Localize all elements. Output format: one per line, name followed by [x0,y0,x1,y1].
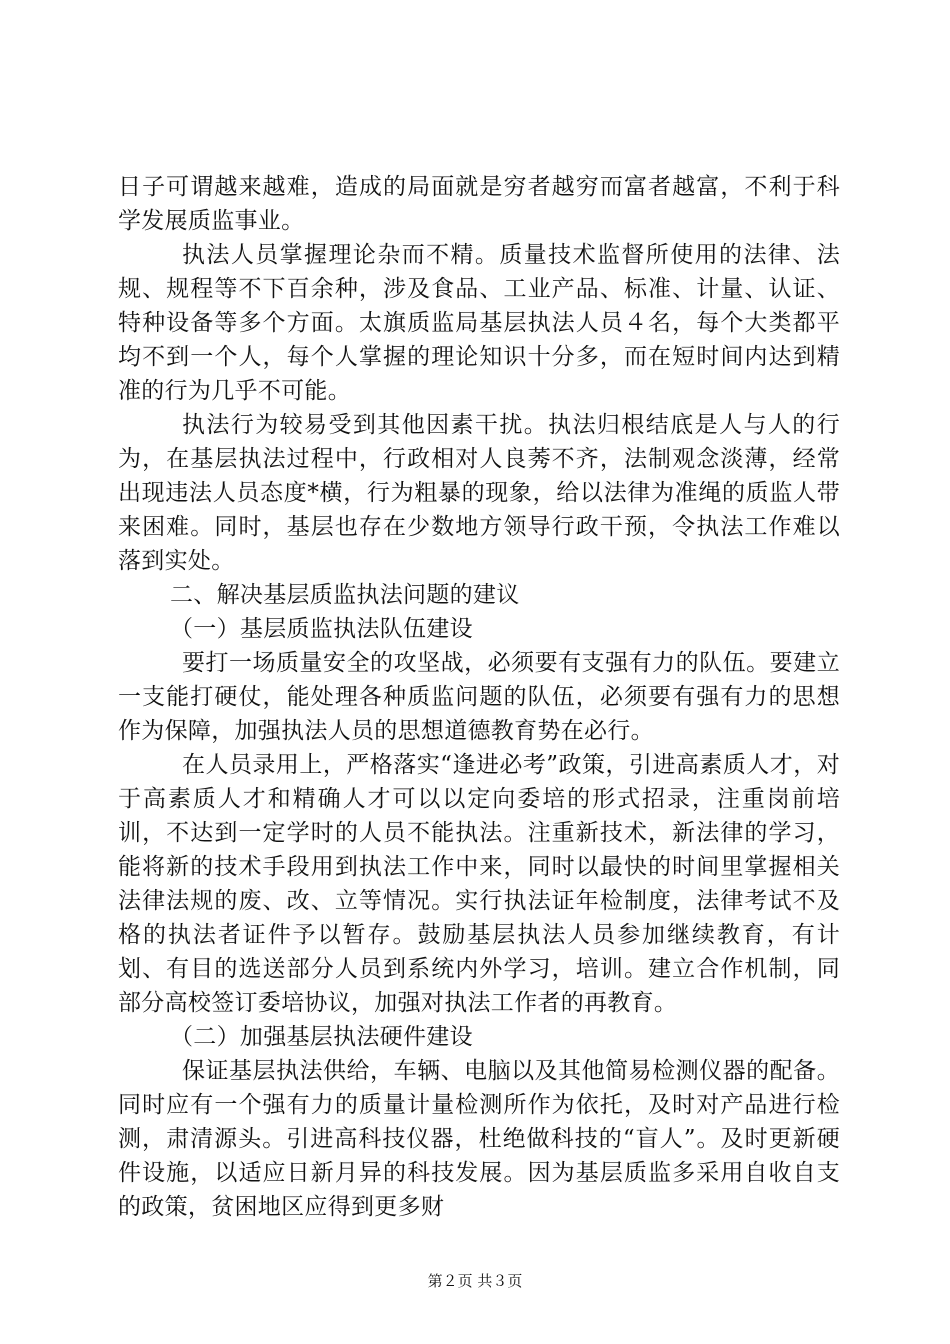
paragraph-theory: 执法人员掌握理论杂而不精。质量技术监督所使用的法律、法规、规程等不下百余种，涉及食品、工业产品、标准、计量、认证、特种设备等多个方面。太旗质监局基层执法人员４名，每个大类都平均不到一个人，每个人掌握的理论知识十分多，而在短时间内达到精准的行为几乎不可能。 [118,242,840,404]
paragraph-team: 要打一场质量安全的攻坚战，必须要有支强有力的队伍。要建立一支能打硬仗，能处理各种质监问题的队伍，必须要有强有力的思想作为保障，加强执法人员的思想道德教育势在必行。 [118,650,840,744]
paragraph-hardware: 保证基层执法供给，车辆、电脑以及其他简易检测仪器的配备。同时应有一个强有力的质量计量检测所作为依托，及时对产品进行检测，肃清源头。引进高科技仪器，杜绝做科技的“盲人”。及时更新硬件设施，以适应日新月异的科技发展。因为基层质监多采用自收自支的政策，贫困地区应得到更多财 [118,1058,840,1220]
subsection-heading-hardware: （二）加强基层执法硬件建设 [170,1024,473,1050]
page-number-footer: 第２页 共３页 [427,1272,523,1290]
paragraph-recruitment: 在人员录用上，严格落实“逢进必考”政策，引进高素质人才，对于高素质人才和精确人才可以以定向委培的形式招录，注重岗前培训，不达到一定学时的人员不能执法。注重新技术，新法律的学习，能将新的技术手段用到执法工作中来，同时以最快的时间里掌握相关法律法规的废、改、立等情况。实行执法证年检制度，法律考试不及格的执法者证件予以暂存。鼓励基层执法人员参加继续教育，有计划、有目的选送部分人员到系统内外学习，培训。建立合作机制，同部分高校签订委培协议，加强对执法工作者的再教育。 [118,752,840,1016]
document-body [118,170,840,1224]
paragraph-continuation: 日子可谓越来越难，造成的局面就是穷者越穷而富者越富，不利于科学发展质监事业。 [118,174,840,234]
subsection-heading-team: （一）基层质监执法队伍建设 [170,616,473,642]
paragraph-interference: 执法行为较易受到其他因素干扰。执法归根结底是人与人的行为，在基层执法过程中，行政相对人良莠不齐，法制观念淡薄，经常出现违法人员态度*横，行为粗暴的现象，给以法律为准绳的质监人带来困难。同时，基层也存在少数地方领导行政干预，令执法工作难以落到实处。 [118,412,840,574]
section-heading: 二、解决基层质监执法问题的建议 [170,582,520,608]
